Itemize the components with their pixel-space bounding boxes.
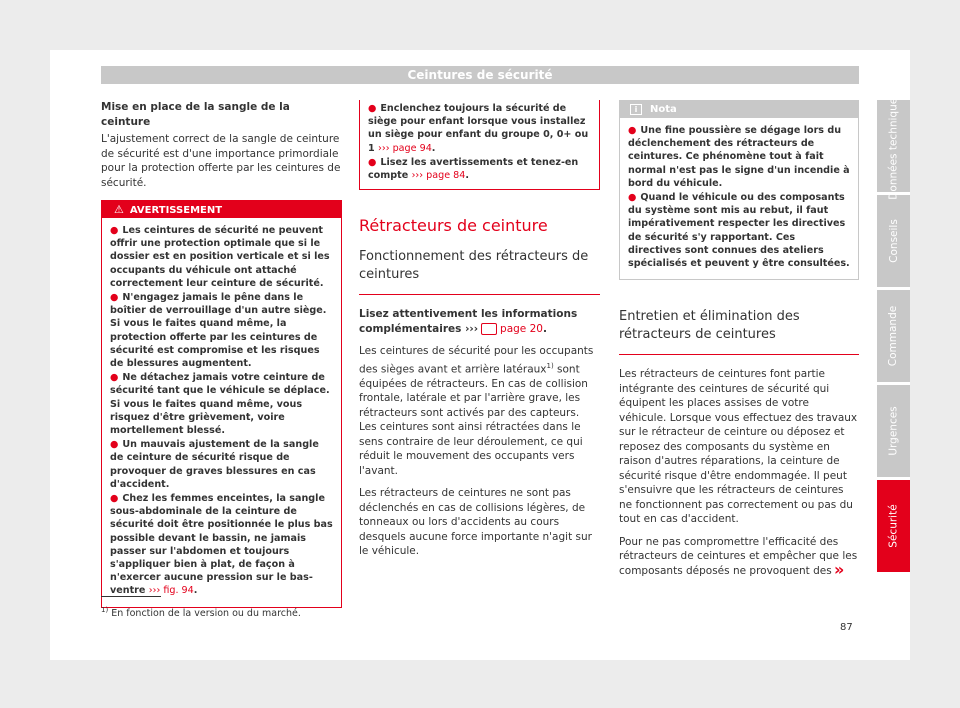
read-note: Lisez attentivement les informations complémentaires ››› page 20.: [359, 308, 578, 335]
subsection-heading: Mise en place de la sangle de la ceinture: [101, 101, 290, 128]
note-title: Nota: [650, 104, 677, 115]
note-item: ● Une fine poussière se dégage lors du déclenchement des rétracteurs de ceintures. Ce phénomène tout à fait normal n'est pas le signe d'un incendie à bord du véhicule.: [628, 125, 850, 189]
section-subtitle: Entretien et élimination des rétracteurs de ceintures: [619, 308, 859, 355]
side-tabs: [877, 92, 910, 575]
warning-title: AVERTISSEMENT: [129, 205, 223, 216]
note-body: [620, 118, 858, 279]
warning-body: [102, 218, 341, 607]
footnote-divider: [101, 596, 161, 597]
body-paragraph: Les rétracteurs de ceintures font partie intégrante des ceintures de sécurité qui équipent les places assises de votre véhicule. Lorsque vous effectuez des travaux sur le rétracteur de ceinture ou déposez et reposez des composants du système en raison d'autres réparations, la ceinture de sécurité risque d'être endommagée. Il peut s'ensuivre que les rétracteurs de ceintures ne fonctionnent pas correctement ou pas du tout en cas d'accident.: [619, 368, 858, 526]
tab-conseils[interactable]: Conseils: [877, 195, 910, 287]
note-box: [619, 100, 859, 280]
tab-commande[interactable]: Commande: [877, 290, 910, 382]
figure-link[interactable]: ››› fig. 94: [148, 585, 194, 597]
footnote: $^{1)}$ En fonction de la version ou du marché.: [101, 606, 301, 620]
info-icon: i: [630, 104, 642, 115]
warning-item: ● Un mauvais ajustement de la sangle de ceinture de sécurité risque de provoquer de graves blessures en cas d'accident.: [110, 439, 319, 490]
bullet-icon: ●: [110, 439, 119, 451]
section-title: Rétracteurs de ceinture: [359, 216, 548, 236]
note-item: ● Quand le véhicule ou des composants du système sont mis au rebut, il faut impérativement respecter les directives de sécurité s'y rapportant. Ces directives sont connues des ateliers spécialisés et peuvent y être consultées.: [628, 192, 850, 270]
bullet-icon: ●: [110, 225, 119, 236]
continued-warning-box: [359, 100, 600, 190]
warning-triangle-icon: ⚠: [114, 203, 124, 216]
warning-item: ● N'engagez jamais le pêne dans le boîtier de verrouillage d'un autre siège. Si vous le faites quand même, la protection offerte par les ceintures de sécurité est compromise et les risques de blessures augmentent.: [110, 292, 327, 370]
warning-item: ● Lisez les avertissements et tenez-en compte ››› page 84.: [368, 156, 579, 182]
bullet-icon: ●: [368, 156, 377, 168]
page-link[interactable]: page 20: [500, 322, 543, 335]
intro-paragraph: L'ajustement correct de la sangle de ceinture de sécurité est d'une importance primordiale pour la protection offerte par les ceintures de sécurité.: [101, 133, 341, 189]
bullet-icon: ●: [110, 493, 119, 505]
page-number: 87: [840, 622, 853, 633]
bullet-icon: ●: [110, 372, 119, 384]
tab-urgences[interactable]: Urgences: [877, 385, 910, 477]
tab-donnees-techniques[interactable]: Données techniques: [877, 100, 910, 192]
warning-item: ● Les ceintures de sécurité ne peuvent offrir une protection optimale que si le dossier est en position verticale et si les occupants du véhicule ont attaché correctement leur ceinture de sécurité.: [110, 225, 330, 289]
column-1: [101, 100, 342, 608]
bullet-icon: ●: [628, 192, 637, 204]
note-header: [620, 101, 858, 118]
page-header: Ceintures de sécurité: [101, 66, 859, 84]
bullet-icon: ●: [110, 292, 119, 304]
warning-box: [101, 200, 342, 608]
warning-item: ● Enclenchez toujours la sécurité de siège pour enfant lorsque vous installez un siège pour enfant du groupe 0, 0+ ou 1 ››› page 94.: [368, 103, 589, 154]
column-2: [359, 100, 600, 567]
page-link[interactable]: ››› page 84: [411, 170, 466, 182]
page-link[interactable]: ››› page 94: [378, 142, 432, 154]
warning-item: ● Chez les femmes enceintes, la sangle sous-abdominale de la ceinture de sécurité doit être positionnée le plus bas possible devant le bassin, ne jamais passer sur l'abdomen et toujours s'appliquer bien à plat, de façon à n'exercer aucune pression sur le bas-ventre ››› fig. 94.: [110, 493, 333, 597]
tab-securite[interactable]: Sécurité: [877, 480, 910, 572]
footnote-ref: 1): [546, 361, 554, 370]
book-icon: [481, 323, 497, 335]
column-3: [619, 100, 859, 586]
bullet-icon: ●: [628, 125, 637, 136]
continue-arrow-icon: »: [834, 560, 845, 579]
section-subtitle: Fonctionnement des rétracteurs de ceintures: [359, 248, 600, 295]
body-paragraph: Pour ne pas compromettre l'efficacité des rétracteurs de ceintures et empêcher que les composants déposés ne provoquent des: [619, 535, 858, 577]
warning-item: ● Ne détachez jamais votre ceinture de sécurité tant que le véhicule se déplace. Si vous le faites quand même, vous risquez d'être grièvement, voire mortellement blessé.: [110, 372, 330, 437]
body-paragraph: Les ceintures de sécurité pour les occupants des sièges avant et arrière latéraux$^{1)}$ sont équipées de rétracteurs. En cas de collision frontale, latérale et par l'arrière grave, les rétracteurs sont activés par des capteurs. Les ceintures sont ainsi rétractées dans le sens contraire de leur déroulement, ce qui réduit le mouvement des occupants vers l'avant.: [359, 345, 594, 477]
warning-header: [102, 201, 341, 218]
body-paragraph: Les rétracteurs de ceintures ne sont pas déclenchés en cas de collisions légères, de tonneaux ou lors d'accidents au cours desquels aucune force importante n'agit sur le véhicule.: [359, 487, 592, 558]
bullet-icon: ●: [368, 103, 377, 114]
